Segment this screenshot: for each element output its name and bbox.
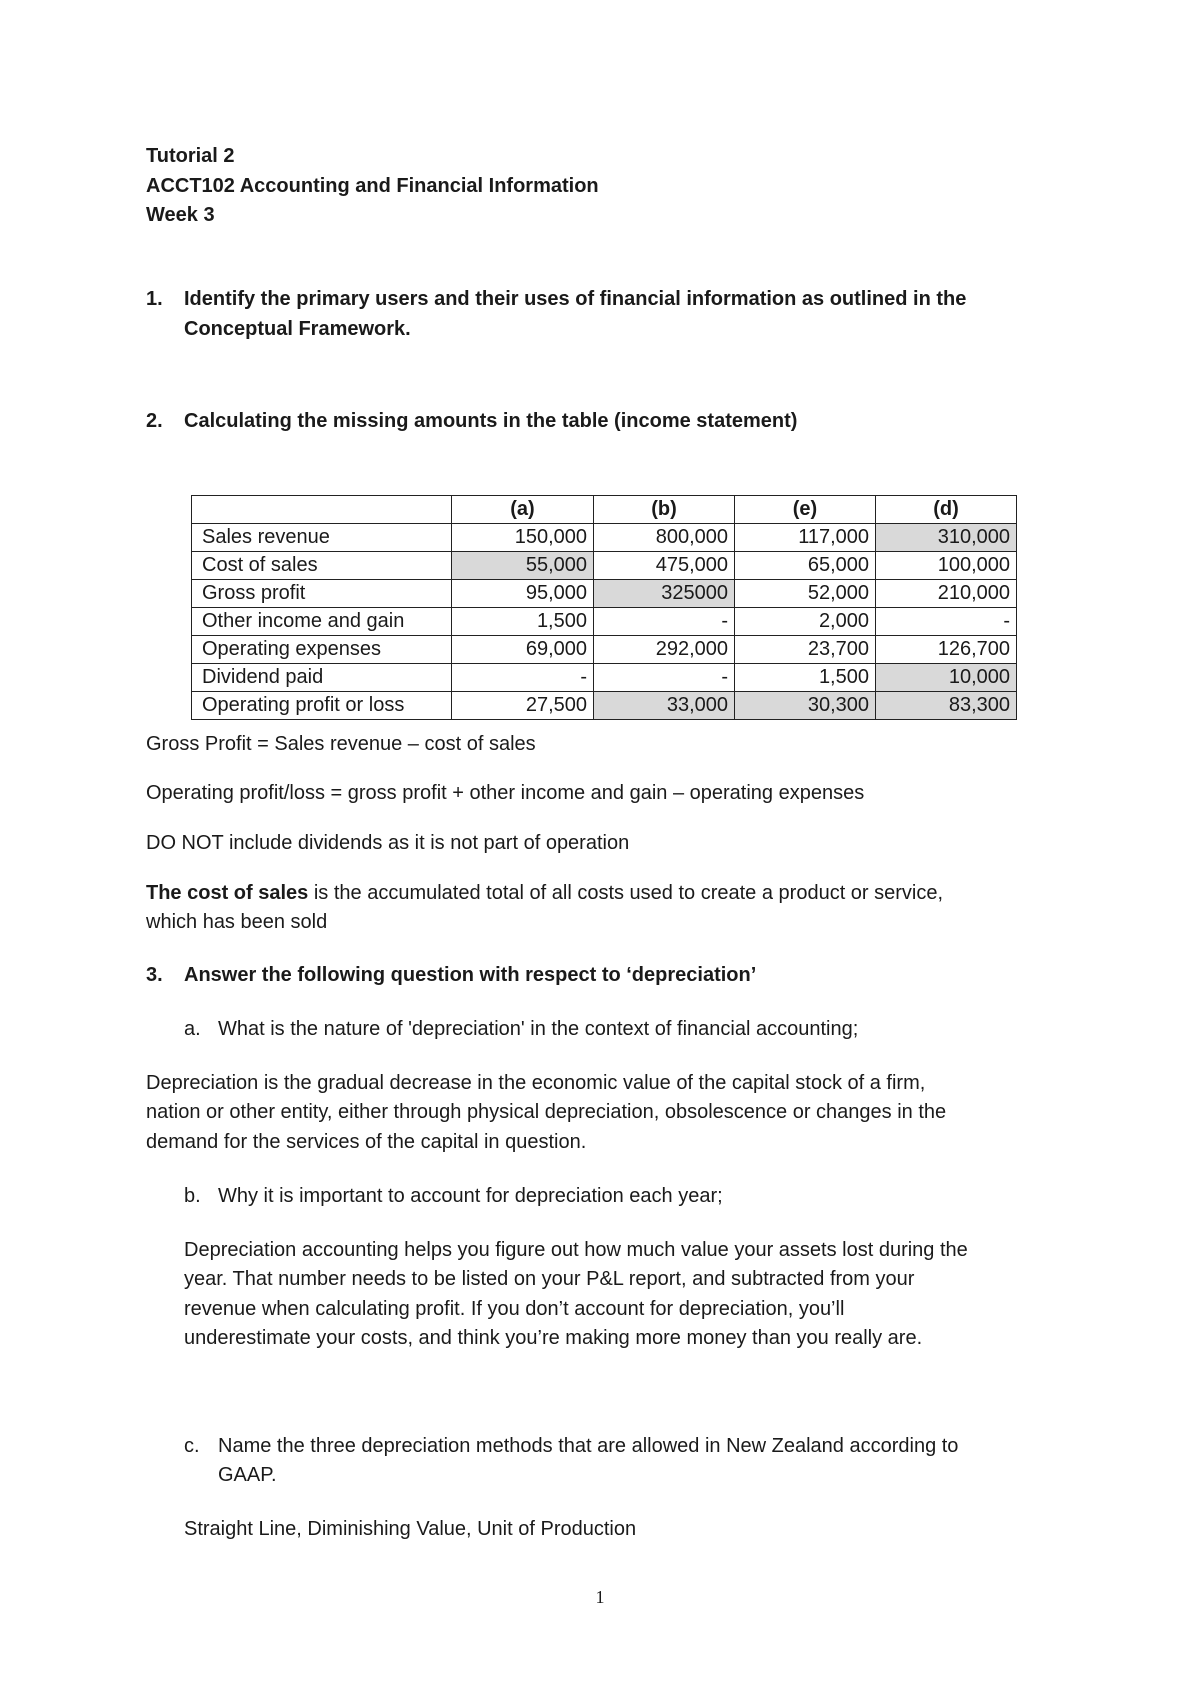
q3b-answer-line2: year. That number needs to be listed on your P&L report, and subtracted from your [184,1268,915,1290]
table-cell: 150,000 [452,524,594,552]
table-cell: 33,000 [594,692,735,720]
table-header-cell: (d) [876,496,1017,524]
table-cell: - [594,664,735,692]
table-cell: 117,000 [735,524,876,552]
table-header-cell: (e) [735,496,876,524]
table-cell: 27,500 [452,692,594,720]
q3b-question: Why it is important to account for depreciation each year; [218,1185,723,1207]
table-cell: 2,000 [735,608,876,636]
row-label: Operating profit or loss [192,692,452,720]
q1-text-line2: Conceptual Framework. [184,318,411,340]
q3c-marker: c. [184,1435,200,1457]
q3a-answer-line2: nation or other entity, either through physical depreciation, obsolescence or changes in the [146,1101,947,1123]
cost-of-sales-definition [146,882,943,905]
table-cell: 475,000 [594,552,735,580]
q3c-question-line1: Name the three depreciation methods that are allowed in New Zealand according to [218,1435,959,1457]
row-label: Dividend paid [192,664,452,692]
course-title: ACCT102 Accounting and Financial Information [146,175,599,197]
gross-profit-formula: Gross Profit = Sales revenue – cost of sales [146,733,536,755]
table-cell: 210,000 [876,580,1017,608]
row-label: Operating expenses [192,636,452,664]
q3b-answer-line4: underestimate your costs, and think you’re making more money than you really are. [184,1327,923,1349]
table-cell: 100,000 [876,552,1017,580]
q3c-question-line2: GAAP. [218,1464,277,1486]
table-cell: 23,700 [735,636,876,664]
q3a-answer-line3: demand for the services of the capital in question. [146,1131,587,1153]
table-row [192,636,1017,664]
table-row [192,524,1017,552]
table-header-cell: (b) [594,496,735,524]
table-cell: 83,300 [876,692,1017,720]
tutorial-title: Tutorial 2 [146,145,235,167]
table-cell: 65,000 [735,552,876,580]
row-label: Cost of sales [192,552,452,580]
q1-text-line1: Identify the primary users and their uses of financial information as outlined in the [184,288,967,310]
q3b-answer-line3: revenue when calculating profit. If you don’t account for depreciation, you’ll [184,1298,845,1320]
table-header-row [192,496,1017,524]
table-row [192,580,1017,608]
q3a-marker: a. [184,1018,201,1040]
table-row [192,664,1017,692]
week-label: Week 3 [146,204,215,226]
q2-number: 2. [146,410,163,432]
row-label: Gross profit [192,580,452,608]
table-row [192,552,1017,580]
q3-text: Answer the following question with respect to ‘depreciation’ [184,964,757,986]
income-statement-table [191,495,1017,720]
table-cell: 1,500 [452,608,594,636]
table-cell: 95,000 [452,580,594,608]
table-cell: 800,000 [594,524,735,552]
cost-of-sales-line2: which has been sold [146,911,328,933]
cost-of-sales-term: The cost of sales [146,882,309,904]
table-cell: - [876,608,1017,636]
table-cell: 30,300 [735,692,876,720]
q3a-question: What is the nature of 'depreciation' in the context of financial accounting; [218,1018,859,1040]
q3b-answer-line1: Depreciation accounting helps you figure out how much value your assets lost during the [184,1239,968,1261]
table-cell: - [594,608,735,636]
q3-number: 3. [146,964,163,986]
table-cell: 55,000 [452,552,594,580]
table-cell: 292,000 [594,636,735,664]
table-cell: 10,000 [876,664,1017,692]
table-cell: 1,500 [735,664,876,692]
page-number: 1 [595,1587,605,1607]
table-cell: 325000 [594,580,735,608]
cost-of-sales-text: is the accumulated total of all costs used to create a product or service, [308,882,944,904]
q3b-marker: b. [184,1185,201,1207]
table-cell: 126,700 [876,636,1017,664]
q2-text: Calculating the missing amounts in the table (income statement) [184,410,798,432]
operating-profit-formula: Operating profit/loss = gross profit + other income and gain – operating expenses [146,782,865,804]
table-cell: 52,000 [735,580,876,608]
table-row [192,608,1017,636]
dividends-note: DO NOT include dividends as it is not part of operation [146,832,630,854]
q1-number: 1. [146,288,163,310]
table-header-cell: (a) [452,496,594,524]
table-cell: 69,000 [452,636,594,664]
table-header-cell [192,496,452,524]
table-cell: 310,000 [876,524,1017,552]
row-label: Sales revenue [192,524,452,552]
row-label: Other income and gain [192,608,452,636]
table-cell: - [452,664,594,692]
q3c-answer: Straight Line, Diminishing Value, Unit of Production [184,1518,637,1540]
table-row [192,692,1017,720]
q3a-answer-line1: Depreciation is the gradual decrease in the economic value of the capital stock of a firm, [146,1072,926,1094]
